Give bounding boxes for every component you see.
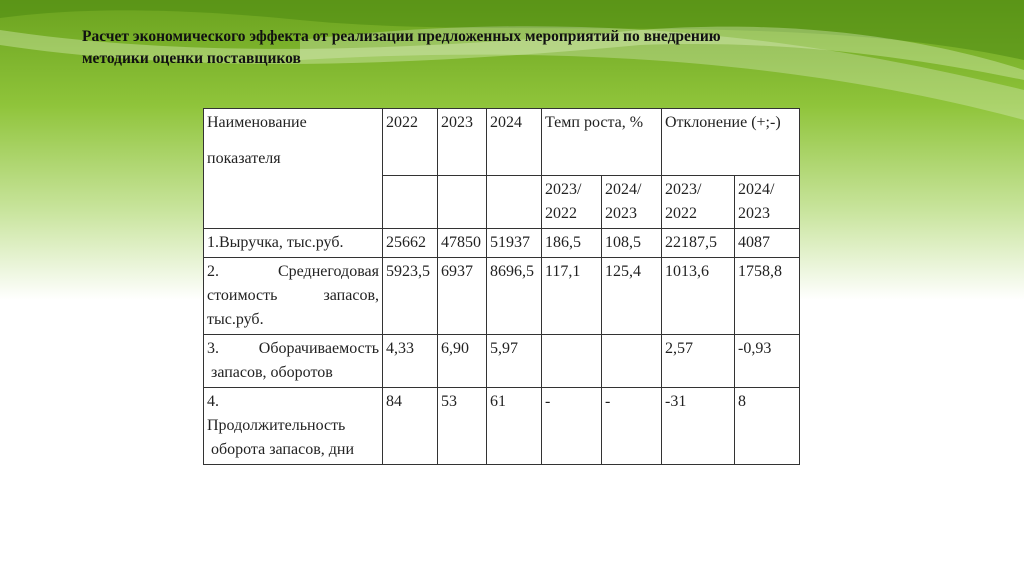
subheader-text: 2023 <box>605 205 637 222</box>
cell-2022: 25662 <box>383 229 438 258</box>
cell-growth-1: 117,1 <box>542 258 602 335</box>
cell-2023: 6,90 <box>438 335 487 388</box>
row-name-line: Продолжительность <box>207 417 346 434</box>
cell-growth-2: 108,5 <box>602 229 662 258</box>
subheader-empty-2022 <box>383 176 438 229</box>
row-name-line: 2. Среднегодовая <box>207 263 379 280</box>
row-name-line: тыс.руб. <box>207 311 264 328</box>
subheader-growth-2023-2022 <box>542 176 602 229</box>
cell-deviation-1: 1013,6 <box>662 258 735 335</box>
cell-2024: 61 <box>487 388 542 465</box>
cell-2022: 5923,5 <box>383 258 438 335</box>
cell-growth-2: - <box>602 388 662 465</box>
row-indicator-name <box>204 229 383 258</box>
slide-title-line-1: Расчет экономического эффекта от реализации предложенных мероприятий по внедрению <box>82 28 721 45</box>
slide-title <box>82 26 942 70</box>
table-header-row <box>204 109 800 176</box>
subheader-text: 2024/ <box>605 181 642 198</box>
cell-2023: 47850 <box>438 229 487 258</box>
header-deviation: Отклонение (+;-) <box>662 109 800 176</box>
cell-2024: 8696,5 <box>487 258 542 335</box>
cell-deviation-2: 8 <box>735 388 800 465</box>
header-indicator-name <box>204 109 383 229</box>
cell-growth-1 <box>542 335 602 388</box>
subheader-text: 2023/ <box>665 181 702 198</box>
table-row <box>204 388 800 465</box>
row-name-line: 1.Выручка, тыс.руб. <box>207 234 344 251</box>
row-name-line: оборота запасов, дни <box>207 441 355 458</box>
table-row <box>204 229 800 258</box>
header-name-line-2: показателя <box>207 150 281 167</box>
cell-deviation-2: -0,93 <box>735 335 800 388</box>
subheader-text: 2022 <box>665 205 697 222</box>
indicator-table-container <box>203 108 800 465</box>
subheader-text: 2023/ <box>545 181 582 198</box>
header-2024: 2024 <box>487 109 542 176</box>
cell-growth-1: - <box>542 388 602 465</box>
cell-deviation-2: 4087 <box>735 229 800 258</box>
cell-2022: 4,33 <box>383 335 438 388</box>
header-2023: 2023 <box>438 109 487 176</box>
subheader-text: 2023 <box>738 205 770 222</box>
subheader-empty-2024 <box>487 176 542 229</box>
cell-growth-1: 186,5 <box>542 229 602 258</box>
cell-growth-2: 125,4 <box>602 258 662 335</box>
slide-title-line-2: методики оценки поставщиков <box>82 50 301 67</box>
subheader-growth-2024-2023 <box>602 176 662 229</box>
row-indicator-name <box>204 335 383 388</box>
subheader-text: 2022 <box>545 205 577 222</box>
row-indicator-name <box>204 258 383 335</box>
cell-2023: 53 <box>438 388 487 465</box>
row-name-line: 4. <box>207 393 219 410</box>
cell-deviation-2: 1758,8 <box>735 258 800 335</box>
header-growth-rate: Темп роста, % <box>542 109 662 176</box>
row-name-line: запасов, оборотов <box>207 364 333 381</box>
table-row <box>204 335 800 388</box>
cell-growth-2 <box>602 335 662 388</box>
cell-2024: 5,97 <box>487 335 542 388</box>
row-name-line: стоимость запасов, <box>207 287 379 304</box>
row-name-line: 3. Оборачиваемость <box>207 340 379 357</box>
subheader-empty-2023 <box>438 176 487 229</box>
cell-2024: 51937 <box>487 229 542 258</box>
header-2022: 2022 <box>383 109 438 176</box>
cell-deviation-1: 2,57 <box>662 335 735 388</box>
table-row <box>204 258 800 335</box>
subheader-deviation-2024-2023 <box>735 176 800 229</box>
cell-2023: 6937 <box>438 258 487 335</box>
subheader-deviation-2023-2022 <box>662 176 735 229</box>
cell-2022: 84 <box>383 388 438 465</box>
cell-deviation-1: 22187,5 <box>662 229 735 258</box>
header-name-line-1: Наименование <box>207 114 307 131</box>
cell-deviation-1: -31 <box>662 388 735 465</box>
indicator-table <box>203 108 800 465</box>
subheader-text: 2024/ <box>738 181 775 198</box>
row-indicator-name <box>204 388 383 465</box>
